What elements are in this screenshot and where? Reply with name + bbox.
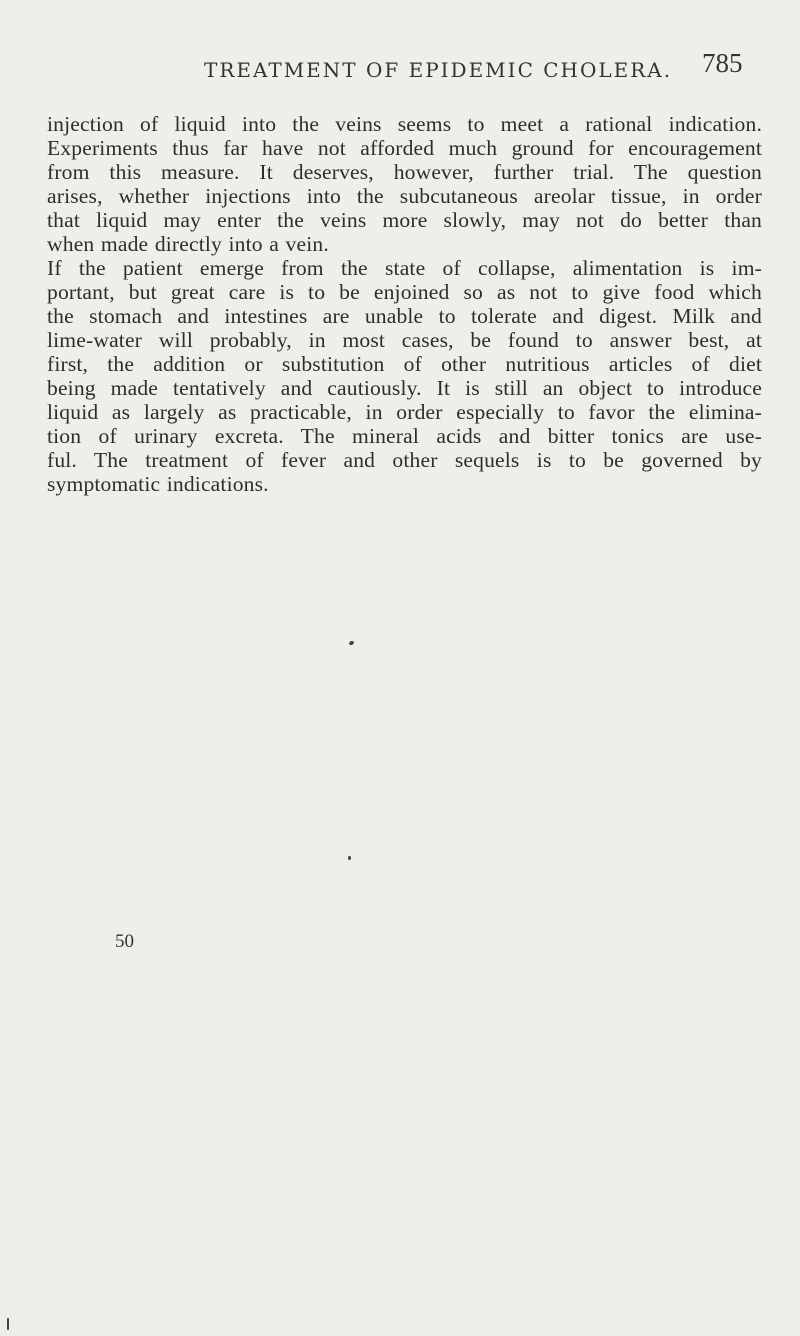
- body-text: [47, 112, 762, 496]
- text-line: arises, whether injections into the subcutaneous areolar tissue, in order: [47, 184, 762, 208]
- text-line: the stomach and intestines are unable to tolerate and digest. Milk and: [47, 304, 762, 328]
- text-line: tion of urinary excreta. The mineral acids and bitter tonics are use-: [47, 424, 762, 448]
- ink-speck: [7, 1318, 9, 1330]
- paragraph-2: [47, 256, 762, 496]
- text-line: being made tentatively and cautiously. It is still an object to introduce: [47, 376, 762, 400]
- text-line: when made directly into a vein.: [47, 232, 329, 256]
- text-line: portant, but great care is to be enjoined so as not to give food which: [47, 280, 762, 304]
- text-line: lime-water will probably, in most cases, be found to answer best, at: [47, 328, 762, 352]
- ink-speck: [348, 640, 354, 646]
- running-title: TREATMENT OF EPIDEMIC CHOLERA.: [204, 58, 673, 82]
- text-line: If the patient emerge from the state of collapse, alimentation is im-: [47, 256, 762, 280]
- signature-mark: 50: [115, 931, 134, 952]
- paragraph-1: [47, 112, 762, 256]
- text-line: that liquid may enter the veins more slowly, may not do better than: [47, 208, 762, 232]
- text-line: ful. The treatment of fever and other sequels is to be governed by: [47, 448, 762, 472]
- page-number: 785: [702, 48, 743, 78]
- text-line: liquid as largely as practicable, in order especially to favor the elimina-: [47, 400, 762, 424]
- text-line: injection of liquid into the veins seems to meet a rational indication.: [47, 112, 762, 136]
- text-line: symptomatic indications.: [47, 472, 269, 496]
- text-line: Experiments thus far have not afforded much ground for encouragement: [47, 136, 762, 160]
- text-line: from this measure. It deserves, however, further trial. The question: [47, 160, 762, 184]
- ink-speck: [348, 856, 351, 860]
- text-line: first, the addition or substitution of other nutritious articles of diet: [47, 352, 762, 376]
